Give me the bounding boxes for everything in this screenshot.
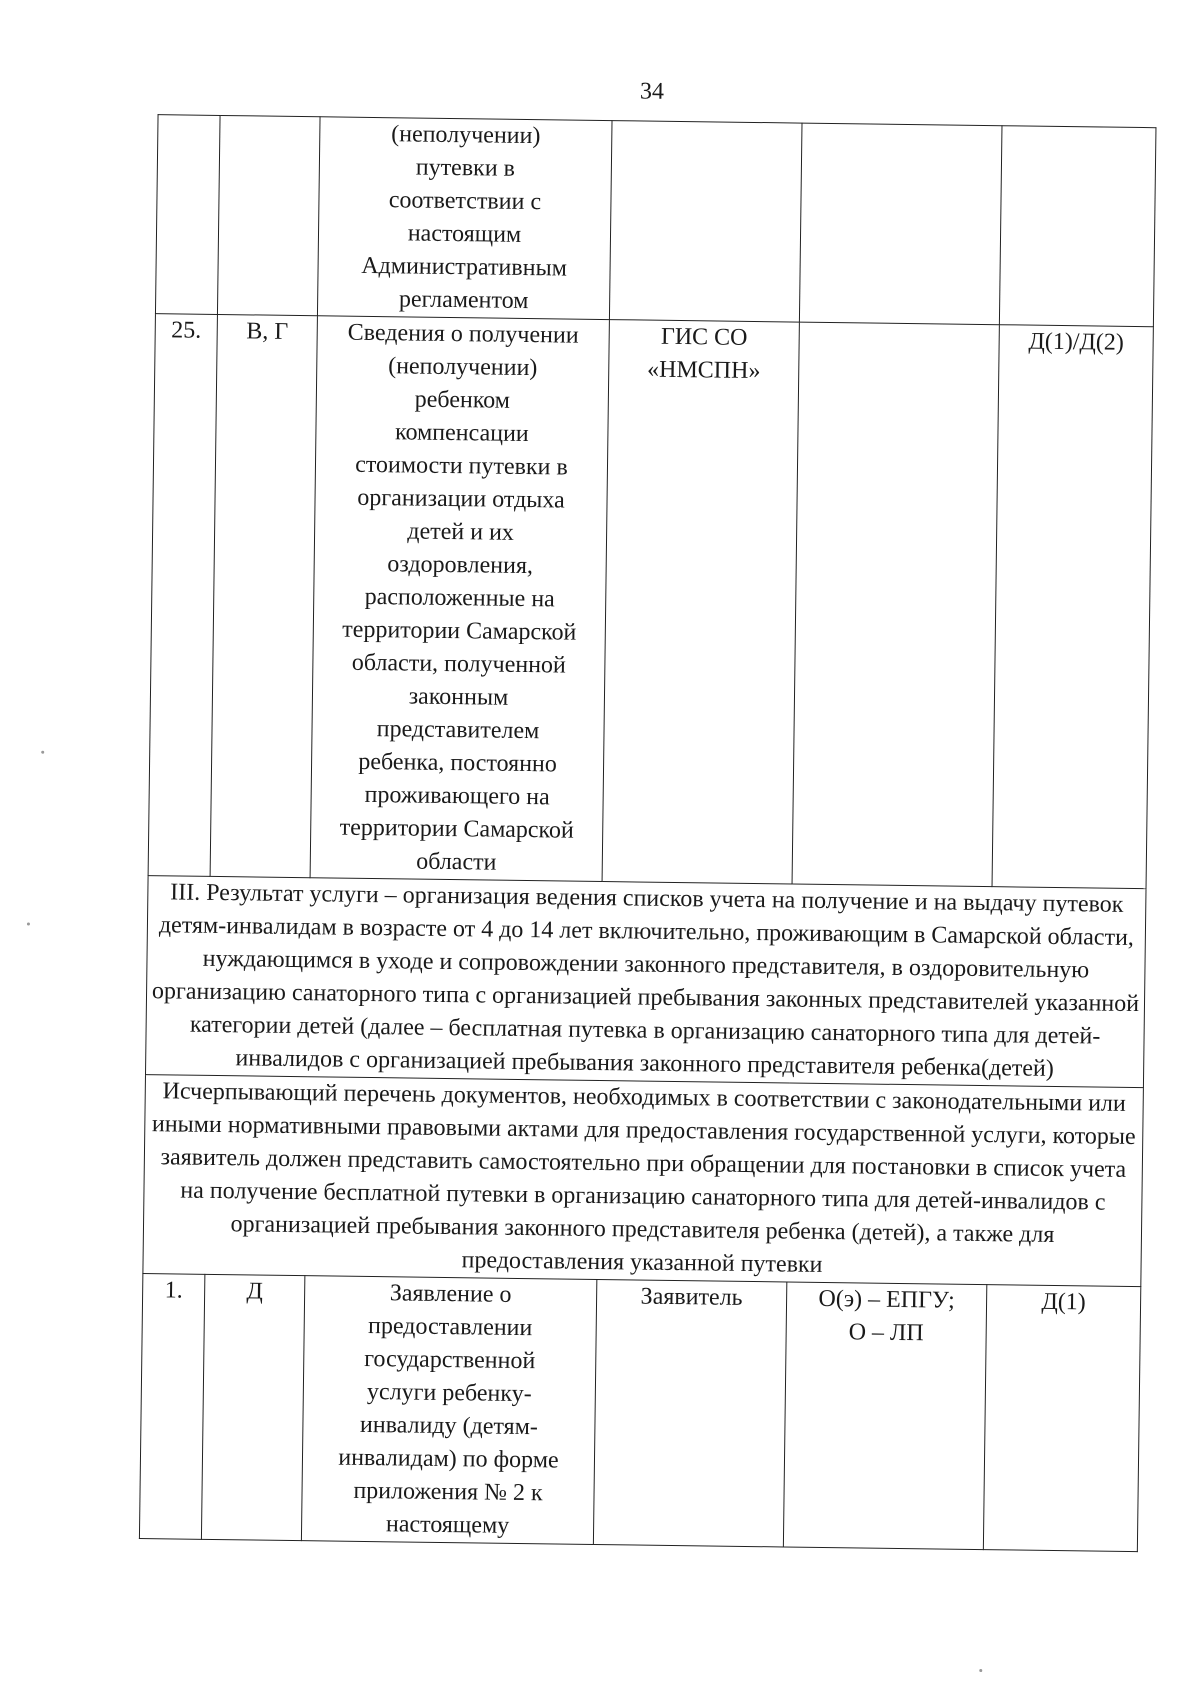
submission-form: О(э) – ЕПГУ; О – ЛП <box>783 1282 986 1550</box>
document-name: Заявление о предоставлении государственной услуги ребенку- инвалиду (детям- инвалидам) по форме приложения № 2 к настоящему <box>301 1276 596 1545</box>
scan-speck <box>979 1669 982 1672</box>
document-name: Сведения о получении (неполучении) ребенком компенсации стоимости путевки в организации отдыха детей и их оздоровления, расположенные на территории Самарской области, полученной законным представителем ребенка, постоянно проживающего на территории Самарской области <box>310 316 609 882</box>
section-header-row <box>145 876 1146 1088</box>
document-source: ГИС СО «НМСПН» <box>602 320 799 884</box>
section-subheader-row <box>143 1075 1144 1287</box>
row-category <box>217 115 320 315</box>
requirement-code <box>999 126 1156 327</box>
submission-form <box>792 322 999 887</box>
document-source: Заявитель <box>593 1279 786 1546</box>
row-number: 25. <box>148 314 217 877</box>
requirement-code: Д(1) <box>983 1285 1140 1552</box>
requirement-code: Д(1)/Д(2) <box>992 325 1153 889</box>
requirements-table <box>139 114 1157 1552</box>
submission-form <box>799 123 1002 325</box>
scan-speck <box>41 751 44 754</box>
document-source <box>609 121 802 322</box>
scan-speck <box>27 923 30 926</box>
exhaustive-list-heading: Исчерпывающий перечень документов, необходимых в соответствии с законодательными или иными нормативными правовыми актами для предоставления государственной услуги, которые заявитель должен представить самостоятельно при обращении для постановки в список учета на получение бесплатной путевки в организацию санаторного типа для детей-инвалидов с организацией пребывания законного представителя ребенка (детей), а также для предоставления указанной путевки <box>143 1075 1144 1287</box>
row-category: Д <box>201 1274 304 1540</box>
row-number <box>155 115 220 315</box>
table-row-continued <box>155 115 1156 327</box>
section-3-heading: III. Результат услуги – организация ведения списков учета на получение и на выдачу путевок детям-инвалидам в возрасте от 4 до 14 лет включительно, проживающим в Самарской области, нуждающимся в уходе и сопровождении законного представителя, в оздоровительную организацию санаторного типа с организацией пребывания законных представителей указанной категории детей (далее – бесплатная путевка в организацию санаторного типа для детей-инвалидов с организацией пребывания законного представителя ребенка(детей) <box>145 876 1146 1088</box>
row-number: 1. <box>139 1274 204 1540</box>
page-number: 34 <box>639 78 665 105</box>
table-row-1 <box>139 1274 1140 1552</box>
document-name: (неполучении) путевки в соответствии с настоящим Административным регламентом <box>317 117 612 320</box>
table-row-25 <box>148 314 1153 889</box>
row-category: В, Г <box>210 314 317 877</box>
